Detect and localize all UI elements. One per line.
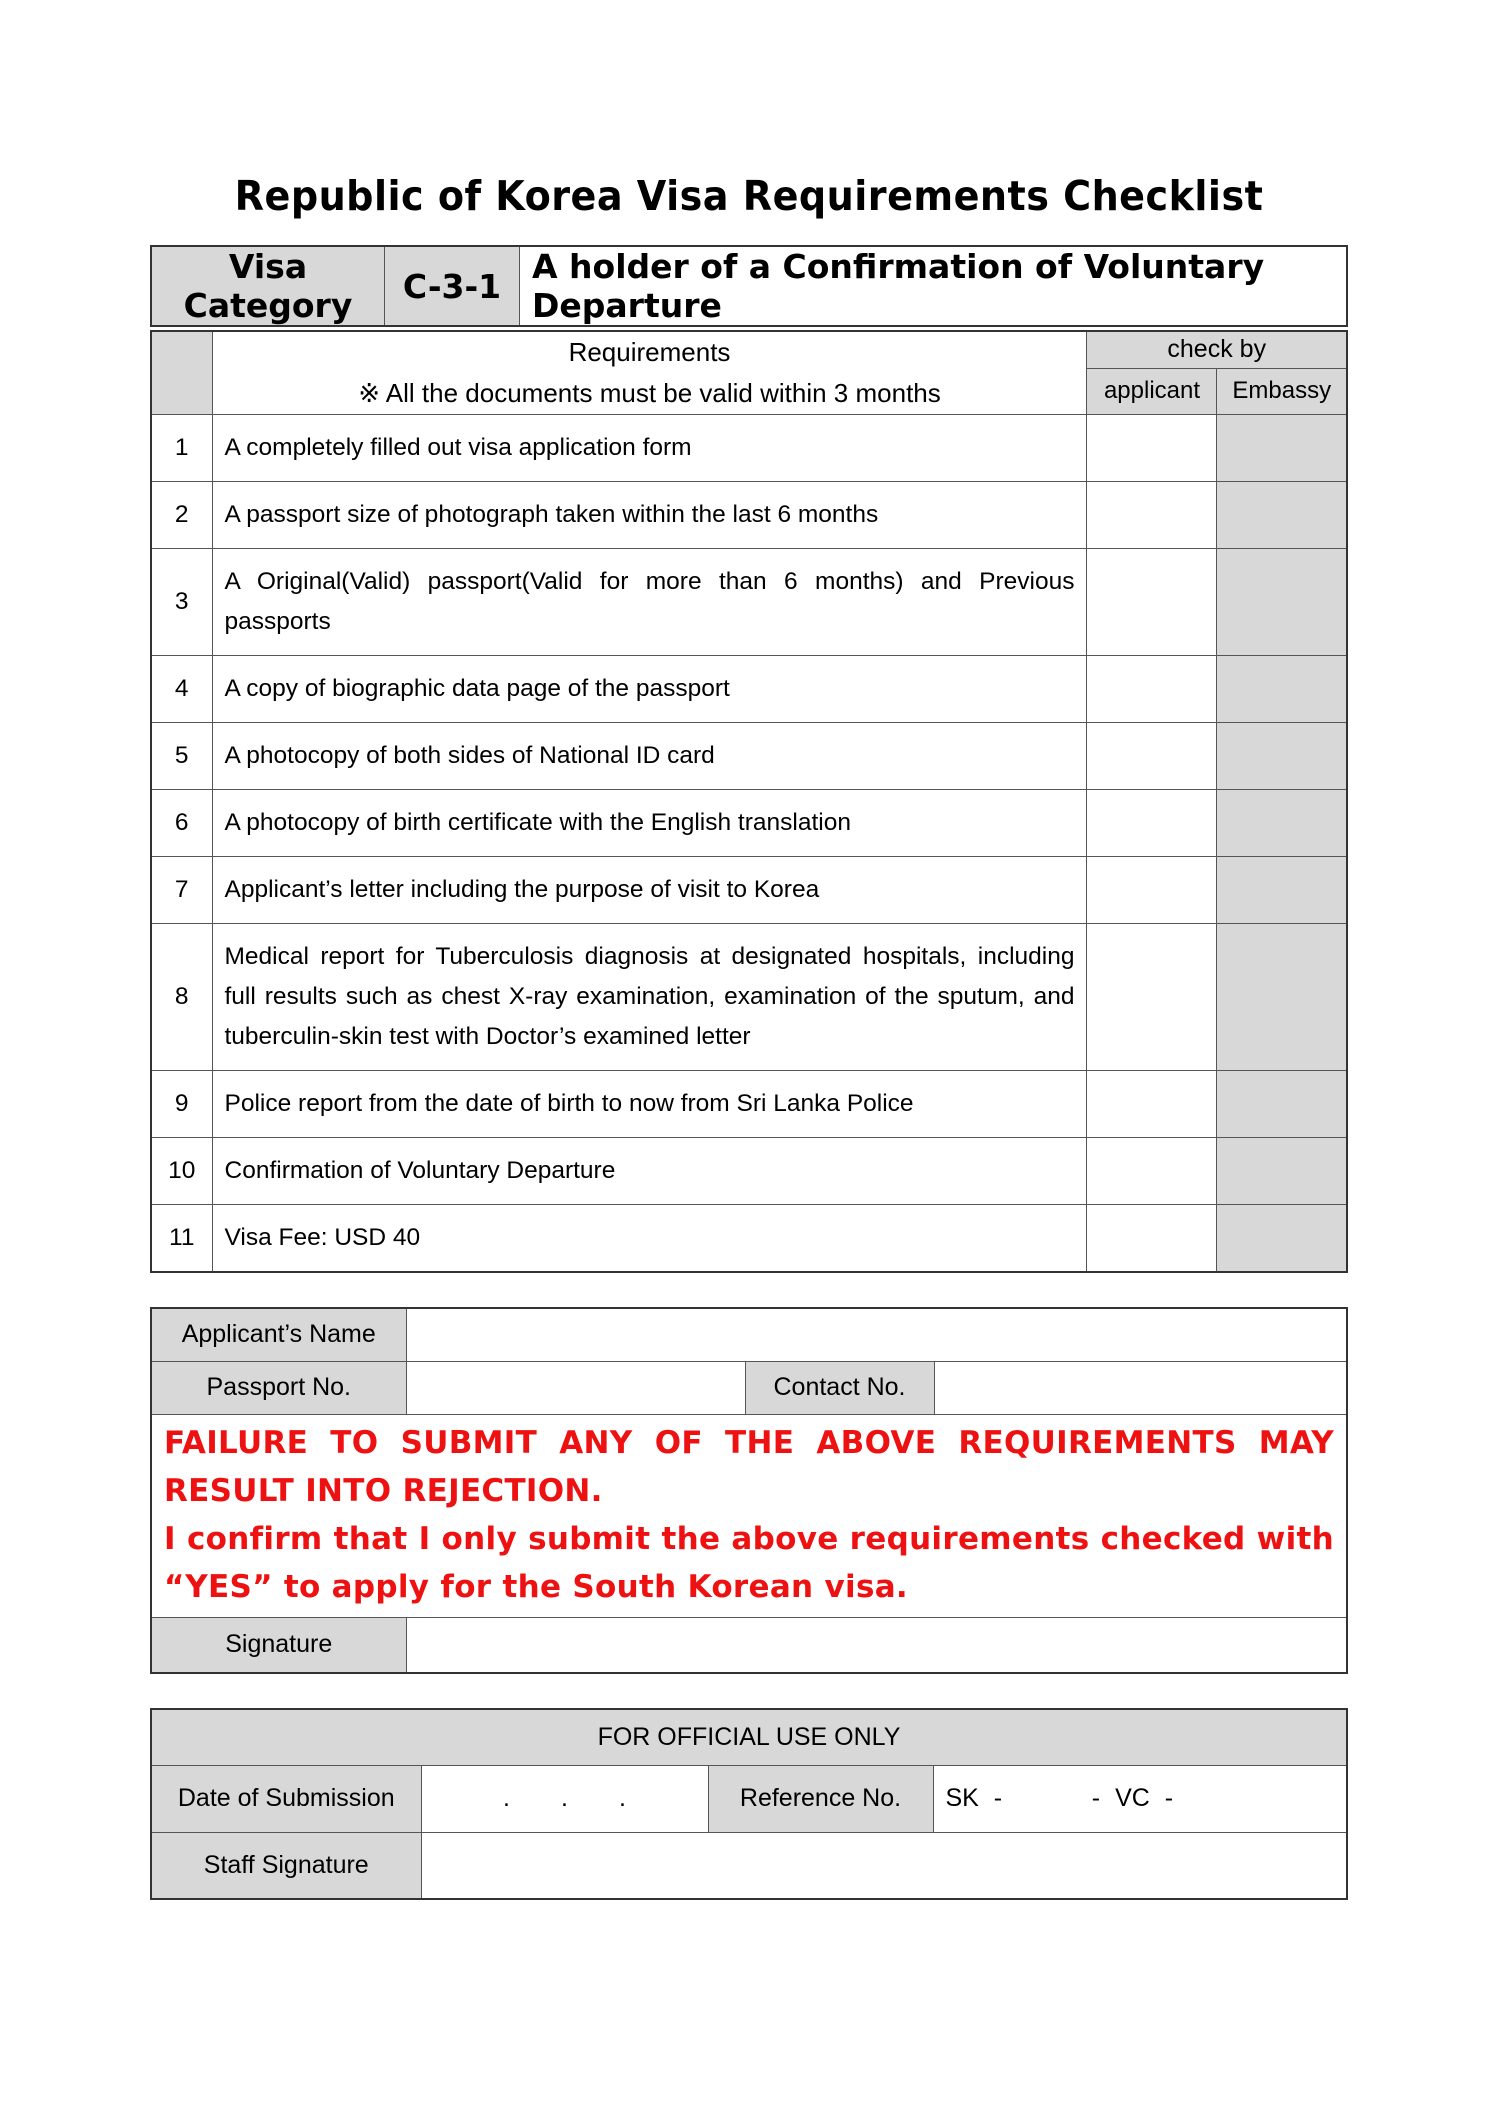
requirement-number: 3 — [151, 549, 212, 656]
requirement-row — [151, 1138, 1347, 1205]
requirement-text: A photocopy of both sides of National ID card — [212, 723, 1087, 790]
reference-no-value: SK - - VC - — [945, 1784, 1174, 1812]
passport-no-label: Passport No. — [151, 1361, 406, 1414]
requirement-row — [151, 857, 1347, 924]
requirement-text: A Original(Valid) passport(Valid for more than 6 months) and Previous passports — [212, 549, 1087, 656]
embassy-check-cell[interactable] — [1217, 857, 1347, 924]
applicant-check-cell[interactable] — [1087, 549, 1217, 656]
page-title: Republic of Korea Visa Requirements Checklist — [234, 172, 1264, 220]
date-separator: . — [619, 1784, 626, 1812]
requirement-number: 1 — [151, 415, 212, 482]
requirement-text: Visa Fee: USD 40 — [212, 1205, 1087, 1272]
requirement-number: 8 — [151, 924, 212, 1071]
confirmation-statement: I confirm that I only submit the above requirements checked with “YES” to apply for the South Korean visa. — [164, 1520, 1334, 1605]
official-use-header: FOR OFFICIAL USE ONLY — [151, 1709, 1347, 1765]
requirements-header-note: ※ All the documents must be valid within 3 months — [358, 378, 941, 408]
reference-no-label: Reference No. — [708, 1765, 933, 1832]
applicant-info-table — [150, 1307, 1348, 1674]
applicant-check-cell[interactable] — [1087, 723, 1217, 790]
requirement-row — [151, 790, 1347, 857]
requirement-row — [151, 924, 1347, 1071]
staff-signature-label: Staff Signature — [151, 1832, 421, 1899]
requirement-row — [151, 723, 1347, 790]
visa-description: A holder of a Confirmation of Voluntary Departure — [520, 246, 1348, 326]
visa-category-table — [150, 245, 1348, 327]
requirement-row — [151, 1205, 1347, 1272]
rejection-warning: FAILURE TO SUBMIT ANY OF THE ABOVE REQUIREMENTS MAY RESULT INTO REJECTION. — [164, 1424, 1334, 1509]
requirement-text: Confirmation of Voluntary Departure — [212, 1138, 1087, 1205]
applicant-name-field[interactable] — [406, 1308, 1347, 1361]
official-use-table — [150, 1708, 1348, 1900]
requirement-text: A copy of biographic data page of the passport — [212, 656, 1087, 723]
embassy-check-cell[interactable] — [1217, 1205, 1347, 1272]
embassy-column-header: Embassy — [1217, 368, 1347, 414]
requirement-number: 5 — [151, 723, 212, 790]
applicant-check-cell[interactable] — [1087, 857, 1217, 924]
visa-category-label: Visa Category — [151, 246, 385, 326]
signature-label: Signature — [151, 1617, 406, 1673]
requirement-text: Medical report for Tuberculosis diagnosis at designated hospitals, including full results such as chest X-ray examination, examination of the sputum, and tuberculin-skin test with Doctor’s examined letter — [212, 924, 1087, 1071]
applicant-column-header: applicant — [1087, 368, 1217, 414]
signature-field[interactable] — [406, 1617, 1347, 1673]
embassy-check-cell[interactable] — [1217, 1138, 1347, 1205]
embassy-check-cell[interactable] — [1217, 1071, 1347, 1138]
staff-signature-field[interactable] — [421, 1832, 1347, 1899]
embassy-check-cell[interactable] — [1217, 415, 1347, 482]
applicant-check-cell[interactable] — [1087, 482, 1217, 549]
date-of-submission-label: Date of Submission — [151, 1765, 421, 1832]
contact-no-field[interactable] — [934, 1361, 1347, 1414]
requirement-row — [151, 415, 1347, 482]
applicant-check-cell[interactable] — [1087, 1205, 1217, 1272]
embassy-check-cell[interactable] — [1217, 549, 1347, 656]
requirement-number: 6 — [151, 790, 212, 857]
applicant-check-cell[interactable] — [1087, 656, 1217, 723]
requirement-text: A photocopy of birth certificate with the English translation — [212, 790, 1087, 857]
requirement-row — [151, 482, 1347, 549]
requirement-row — [151, 549, 1347, 656]
requirement-text: Police report from the date of birth to now from Sri Lanka Police — [212, 1071, 1087, 1138]
date-separator: . — [503, 1784, 510, 1812]
requirement-text: A passport size of photograph taken within the last 6 months — [212, 482, 1087, 549]
requirement-row — [151, 1071, 1347, 1138]
requirement-number: 7 — [151, 857, 212, 924]
requirements-table — [150, 330, 1348, 1273]
requirements-header — [212, 331, 1087, 415]
date-of-submission-field[interactable] — [421, 1765, 708, 1832]
contact-no-label: Contact No. — [745, 1361, 934, 1414]
applicant-check-cell[interactable] — [1087, 1071, 1217, 1138]
applicant-name-label: Applicant’s Name — [151, 1308, 406, 1361]
requirement-row — [151, 656, 1347, 723]
requirement-text: Applicant’s letter including the purpose of visit to Korea — [212, 857, 1087, 924]
number-header-cell — [151, 331, 212, 415]
requirement-number: 2 — [151, 482, 212, 549]
applicant-check-cell[interactable] — [1087, 790, 1217, 857]
applicant-check-cell[interactable] — [1087, 1138, 1217, 1205]
requirements-header-title: Requirements — [568, 337, 731, 367]
embassy-check-cell[interactable] — [1217, 482, 1347, 549]
check-by-header: check by — [1087, 331, 1347, 368]
embassy-check-cell[interactable] — [1217, 790, 1347, 857]
requirement-number: 4 — [151, 656, 212, 723]
passport-no-field[interactable] — [406, 1361, 745, 1414]
visa-code: C-3-1 — [385, 246, 520, 326]
date-separator: . — [561, 1784, 568, 1812]
applicant-check-cell[interactable] — [1087, 415, 1217, 482]
applicant-check-cell[interactable] — [1087, 924, 1217, 1071]
requirement-text: A completely filled out visa application form — [212, 415, 1087, 482]
requirement-number: 10 — [151, 1138, 212, 1205]
requirement-number: 11 — [151, 1205, 212, 1272]
requirement-number: 9 — [151, 1071, 212, 1138]
warning-notice — [151, 1414, 1347, 1617]
reference-no-field[interactable] — [933, 1765, 1347, 1832]
embassy-check-cell[interactable] — [1217, 924, 1347, 1071]
embassy-check-cell[interactable] — [1217, 656, 1347, 723]
embassy-check-cell[interactable] — [1217, 723, 1347, 790]
